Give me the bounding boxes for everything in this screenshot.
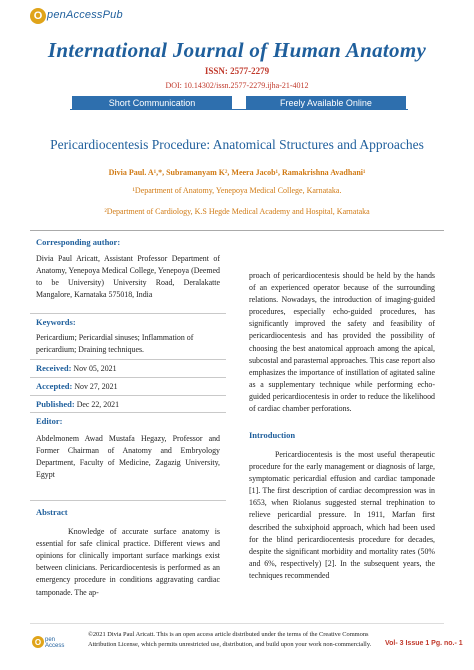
abstract-section bbox=[36, 506, 220, 599]
keywords-section bbox=[36, 316, 220, 356]
editor-text: Abdelmonem Awad Mustafa Hegazy, Professor and Former Chairman of Anatomy and Embryology Department, Faculty of Medicine, Zagazig University, Egypt bbox=[36, 434, 220, 480]
volume-info: Vol- 3 Issue 1 Pg. no.- 1 bbox=[385, 640, 463, 647]
author-list: Divia Paul. A¹,*, Subramanyam K², Meera Jacob¹, Ramakrishna Avadhani¹ bbox=[108, 168, 366, 177]
article-type-badge: Short Communication bbox=[72, 96, 232, 109]
affiliation-1: ¹Department of Anatomy, Yenepoya Medical College, Karnataka. bbox=[132, 186, 342, 195]
footer-logo-icon: O bbox=[32, 636, 44, 648]
footer-divider bbox=[30, 623, 444, 624]
received-label: Received: bbox=[36, 363, 72, 373]
left-divider bbox=[30, 412, 226, 413]
introduction-heading: Introduction bbox=[249, 430, 296, 440]
received-date: Nov 05, 2021 bbox=[73, 364, 117, 373]
left-divider bbox=[30, 377, 226, 378]
abstract-text: Knowledge of accurate surface anatomy is essential for safe clinical practice. Different views and opinions for clinically important surface markings exist between clinicians. Pericardiocentesis is performed as an emergency procedure in conditions aggravating cardiac tamponade. The ap- bbox=[36, 527, 220, 597]
footer-logo-line2: Access bbox=[45, 643, 65, 649]
affiliation-2: ²Department of Cardiology, K.S Hegde Medical Academy and Hospital, Karnataka bbox=[104, 207, 370, 216]
accepted-date: Nov 27, 2021 bbox=[74, 382, 118, 391]
published-row bbox=[36, 398, 220, 411]
publisher-logo-icon: O bbox=[30, 8, 46, 24]
left-divider bbox=[30, 500, 226, 501]
copyright-notice: ©2021 Divia Paul Aricatt. This is an open access article distributed under the terms of the Creative Commons Attribution License, which permits unrestricted use, distribution, and build upon your work non-commercially. bbox=[88, 631, 372, 648]
article-title: Pericardiocentesis Procedure: Anatomical Structures and Approaches bbox=[50, 137, 424, 152]
keywords-text: Pericardium; Pericardial sinuses; Inflammation of pericardium; Draining techniques. bbox=[36, 333, 194, 355]
editor-heading: Editor: bbox=[36, 416, 63, 426]
footer-logo-line1: pen bbox=[45, 637, 56, 643]
abstract-continued-text: proach of pericardiocentesis should be held by the hands of an experienced operator because of the surrounding relations. Nowadays, the introduction of imaging-guided procedures, especially echo-guided procedures, has significantly improved the safety and feasibility of pericardiocentesis and has provided the possibility of choosing the best anatomical approach among the apical, subcostal and parasternal approaches. This case report also emphasizes the importance of instillation of agitated saline as a supplementary technique while performing echo-guided pericardiocentesis in order to reduce the likelihood of cardiac chamber perforations. bbox=[249, 271, 435, 414]
published-date: Dec 22, 2021 bbox=[76, 400, 120, 409]
accepted-row bbox=[36, 380, 220, 393]
article-doi[interactable]: DOI: 10.14302/issn.2577-2279.ijha-21-4012 bbox=[165, 81, 309, 90]
publisher-name: penAccessPub bbox=[47, 9, 123, 21]
received-row bbox=[36, 362, 220, 375]
introduction-section bbox=[249, 449, 435, 582]
corresponding-author-section bbox=[36, 236, 220, 301]
left-divider bbox=[30, 359, 226, 360]
introduction-text: Pericardiocentesis is the most useful therapeutic procedure for the early management or diagnosis of large, symptomatic pericardial effusion and cardiac tamponade [1]. The first description of cardiac decompression was in 1653, when Riolanus suggested sternal trephination to relieve pericardial pressure. In 1911, Marfan first described the subxiphoid approach, which had been used for the blind pericardiocentesis procedure for decades, despite the significant morbidity and mortality rates (50% and 6%, respectively) [2]. In the subsequent years, the techniques recommended bbox=[249, 450, 435, 580]
access-type-badge: Freely Available Online bbox=[246, 96, 406, 109]
editor-section bbox=[36, 415, 220, 481]
left-divider bbox=[30, 313, 226, 314]
footer-logo-text bbox=[45, 637, 64, 649]
journal-title: International Journal of Human Anatomy bbox=[47, 38, 427, 62]
abstract-heading: Abstract bbox=[36, 507, 68, 517]
corresponding-author-heading: Corresponding author: bbox=[36, 237, 121, 247]
abstract-continued bbox=[249, 270, 435, 415]
keywords-heading: Keywords: bbox=[36, 317, 76, 327]
left-divider bbox=[30, 395, 226, 396]
corresponding-author-text: Divia Paul Aricatt, Assistant Professor Department of Anatomy, Yenepoya Medical College, Yenepoya (Deemed to be University) University Road, Deralakatte Mangalore, Karnataka 575018, India bbox=[36, 254, 220, 300]
header-divider bbox=[70, 109, 408, 110]
accepted-label: Accepted: bbox=[36, 381, 73, 391]
journal-issn: ISSN: 2577-2279 bbox=[204, 66, 270, 76]
published-label: Published: bbox=[36, 399, 75, 409]
section-divider bbox=[30, 230, 444, 231]
